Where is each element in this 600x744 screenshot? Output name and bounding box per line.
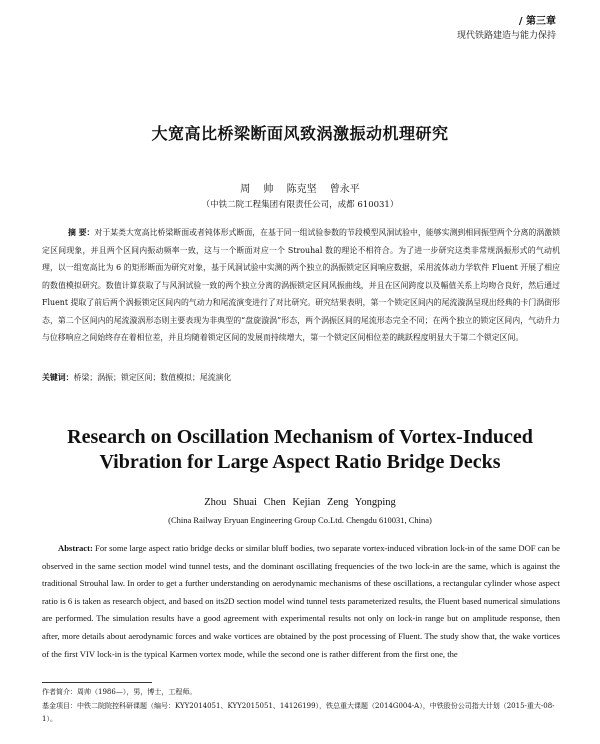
footnote-divider bbox=[42, 682, 152, 683]
english-affiliation: (China Railway Eryuan Engineering Group Co.Ltd. Chengdu 610031, China) bbox=[168, 515, 432, 525]
chinese-abstract-text: 对于某类大宽高比桥梁断面或者钝体形式断面，在基于同一组试验参数的节段模型风洞试验中，能够实测到相同振型两个分离的涡激锁定区间现象，并且两个区间内振动频率一致，这与一个断面对应一个 Strouhal 数的理论不相符合。为了进一步研究这类非常规涡振形式的气动机理，以一组宽高比为 6 的矩形断面为研究对象，基于风洞试验中实测的两个独立的涡振锁定区间响应数据，采用流体动力学软件 Fluent 开展了相应的数值模拟研究。数值计算获取了与风洞试验一致的两个独立分离的涡振锁定区间风振曲线，并且在区间跨度以及幅值关系上均吻合良好，然后通过 Fluent 提取了前后两个涡振锁定区间内的气动力和尾流演变进行了对比研究。研究结果表明，第一个锁定区间内的尾流漩涡呈现出经典的卡门涡街形态，第二个区间内的尾流漩涡形态则主要表现为非典型的“盘旋漩涡”形态，两个涡振区间的尾流形态完全不同；在两个独立的锁定区间内，气动升力与位移响应之间始终存在着相位差，并且均随着锁定区间的发展而持续增大，第一个锁定区间相位差的跳跃程度明显大于第二个锁定区间。 bbox=[42, 228, 560, 342]
footnote-funding: 基金项目：中铁二院院控科研课题（编号：KYY2014051、KYY2015051、14126199），铁总重大课题（2014G004-A），中铁股份公司指大计划（2015-重大-08-1）。 bbox=[42, 701, 555, 723]
running-header bbox=[457, 12, 556, 41]
english-title bbox=[0, 425, 600, 475]
chinese-title: 大宽高比桥梁断面风致涡激振动机理研究 bbox=[151, 124, 449, 143]
english-authors: Zhou Shuai Chen Kejian Zeng Yongping bbox=[204, 497, 396, 508]
chinese-keywords bbox=[42, 372, 231, 383]
chinese-abstract-label: 摘 要： bbox=[68, 228, 95, 237]
english-title-line-1: Research on Oscillation Mechanism of Vortex-Induced bbox=[67, 426, 533, 448]
chapter-label: / 第三章 bbox=[518, 16, 556, 27]
chinese-affiliation: （中铁二院工程集团有限责任公司，成都 610031） bbox=[201, 200, 399, 210]
chinese-keywords-label: 关键词： bbox=[42, 373, 74, 382]
english-abstract-label: Abstract: bbox=[58, 543, 93, 553]
footnotes bbox=[42, 686, 560, 727]
chinese-keywords-text: 桥梁；涡振；锁定区间；数值模拟；尾流演化 bbox=[73, 373, 232, 382]
chapter-subtitle: 现代铁路建造与能力保持 bbox=[456, 31, 556, 41]
english-abstract bbox=[42, 540, 560, 663]
footnote-author-bio: 作者简介：周帅（1986—），男，博士，工程师。 bbox=[42, 688, 197, 696]
english-abstract-text: For some large aspect ratio bridge decks or similar bluff bodies, two separate vortex-induced vibration lock-in of the same DOF can be observed in the same section model wind tunnel tests, and the dominant oscillating frequencies of the two lock-in are the same, which is against the traditional Strouhal law. In order to get a further understanding on aerodynamic mechanisms of these oscillations, a rectangular cylinder whose aspect ratio is 6 is taken as research object, and based on its2D section model wind tunnel tests parameterized results, the Fluent based numerical simulations are performed. The simulation results have a good agreement with experimental results not only on lock-in range but on amplitude response, then after, more details about aerodynamic forces and wake vortices are obtained by the post processing of Fluent. The study show that, the wake vortices of the first VIV lock-in is the typical Karmen vortex mode, while the second one is rather different from the first one, the bbox=[42, 543, 560, 659]
chinese-abstract bbox=[42, 224, 560, 347]
chinese-authors: 周 帅 陈克坚 曾永平 bbox=[240, 184, 360, 195]
english-title-line-2: Vibration for Large Aspect Ratio Bridge Decks bbox=[99, 451, 501, 473]
